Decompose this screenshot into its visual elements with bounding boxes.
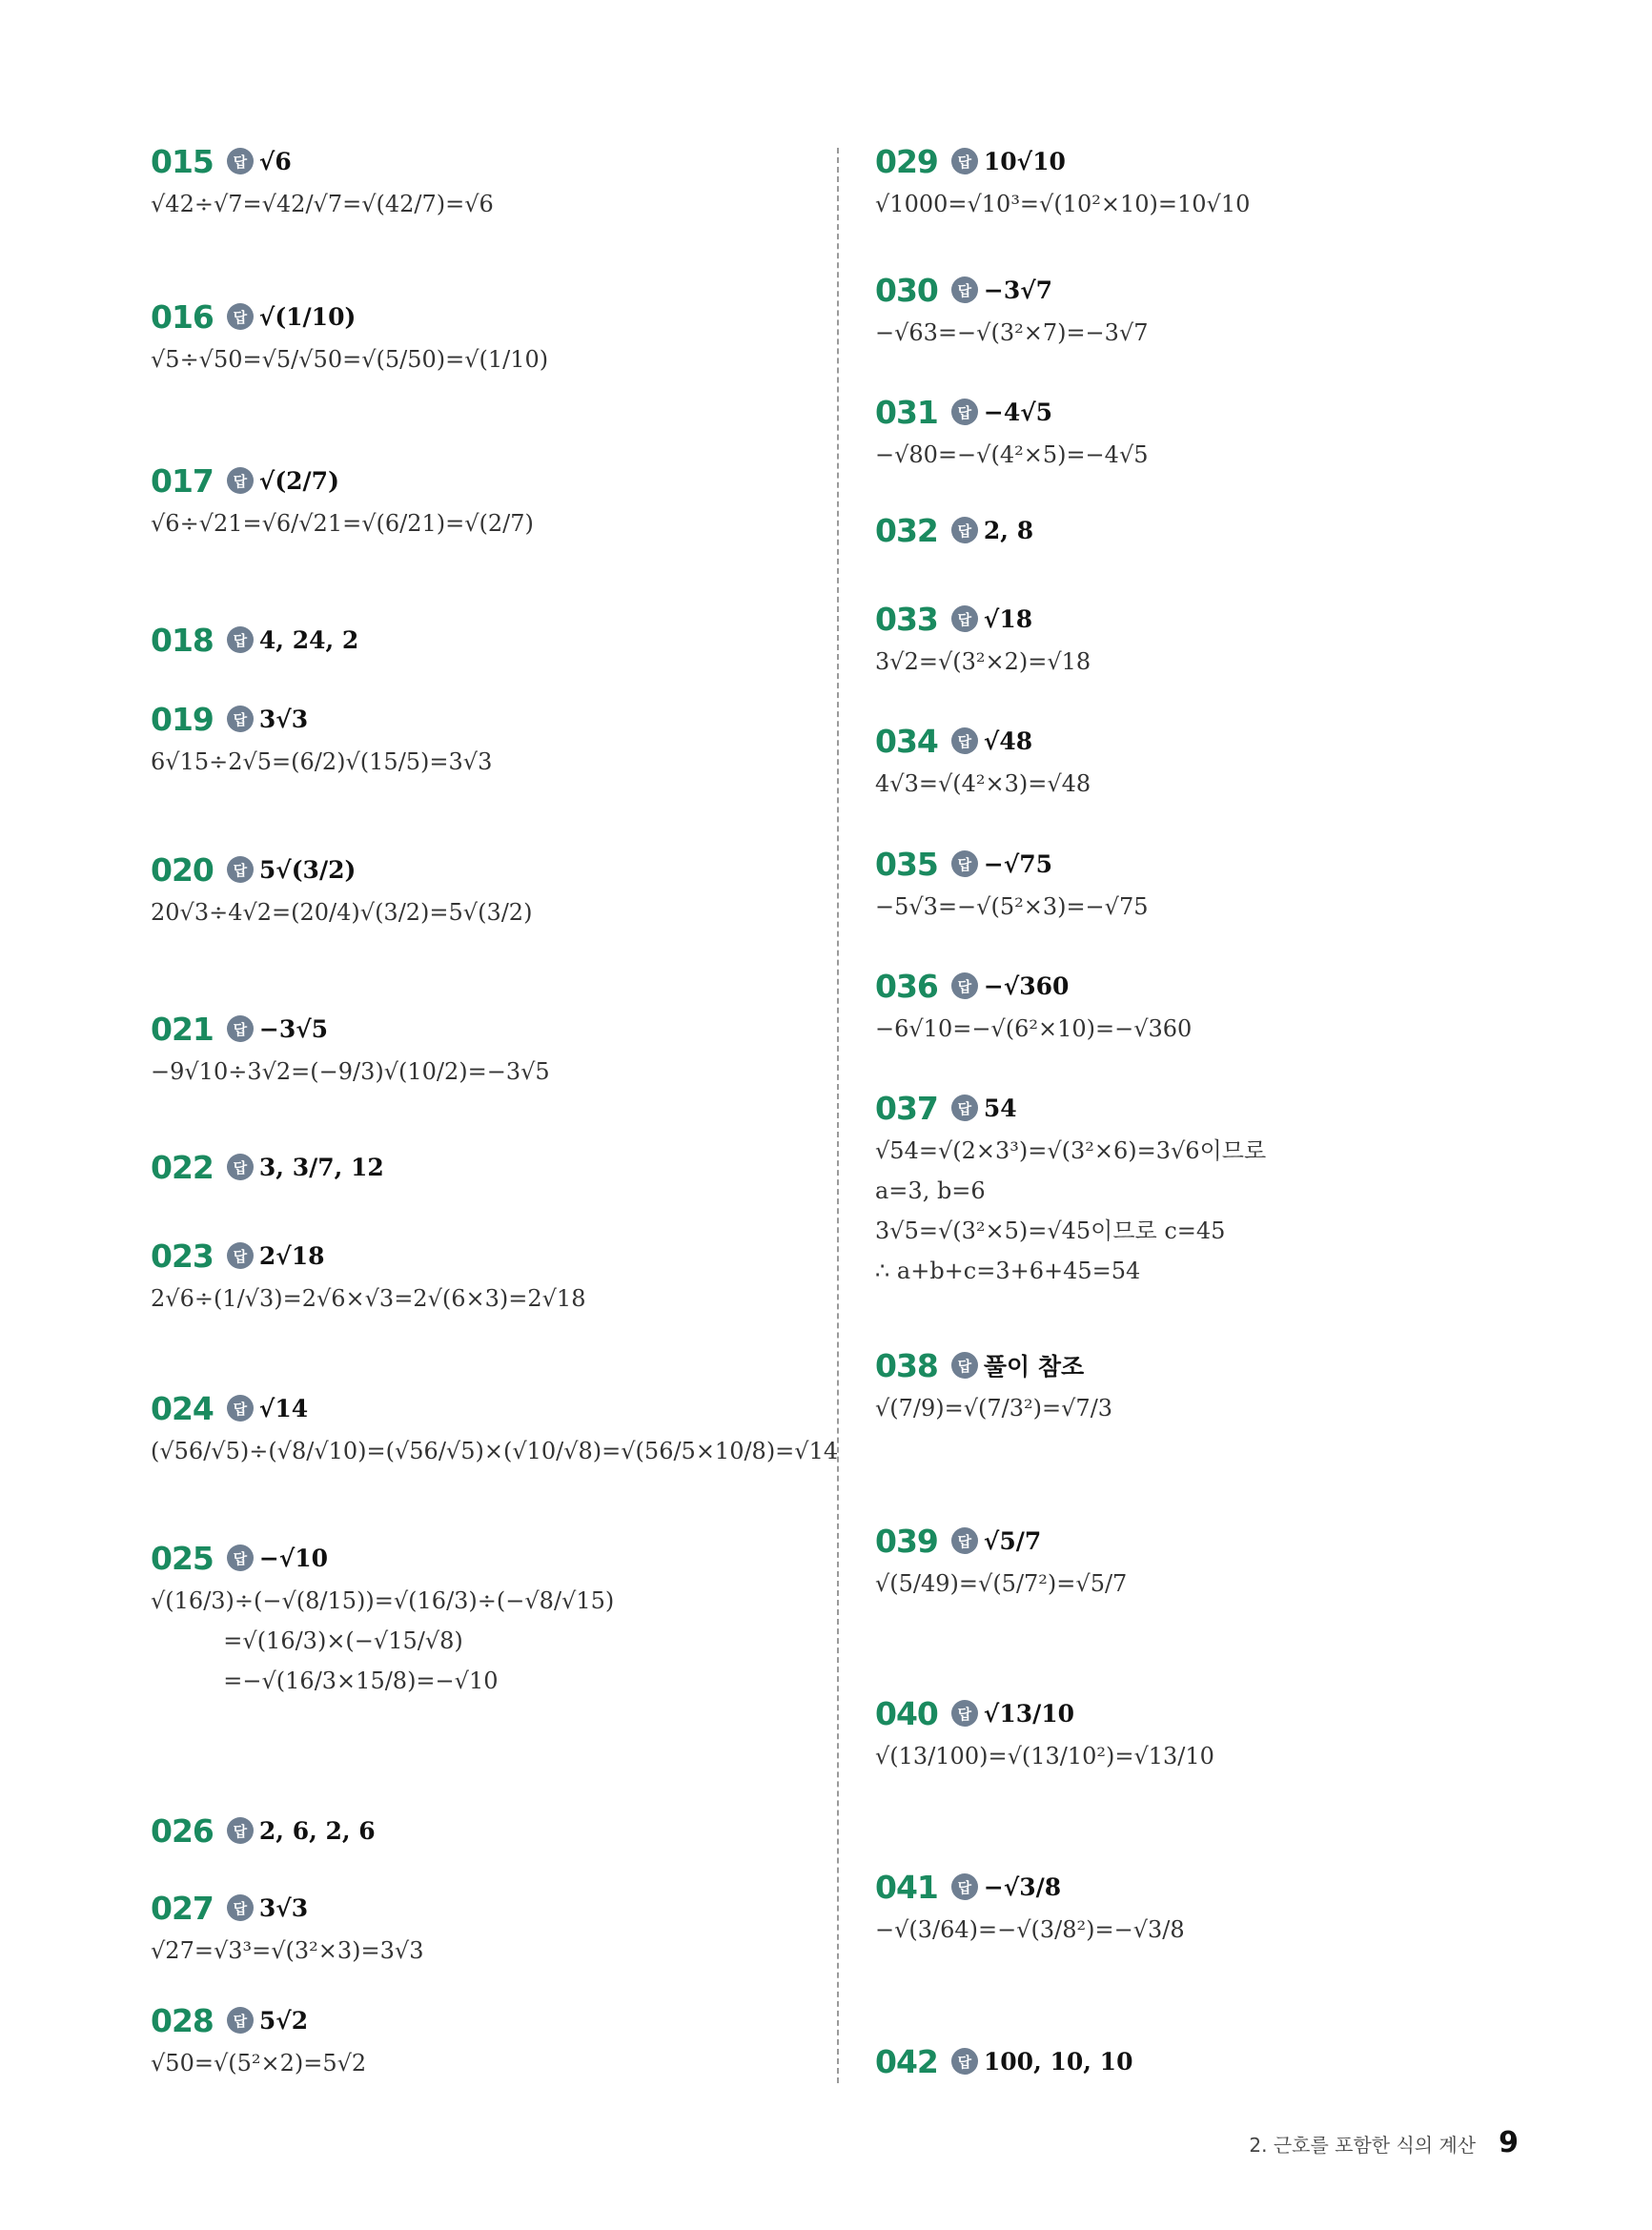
- problem-number: 022: [151, 1148, 214, 1186]
- solution-line: √42÷√7=√42/√7=√(42/7)=√6: [151, 191, 494, 217]
- problem-header: [151, 1535, 614, 1581]
- problem-number: 020: [151, 850, 214, 889]
- answer-badge: 답: [951, 1352, 978, 1379]
- problem-022: [151, 1144, 384, 1190]
- answer-badge: 답: [227, 1395, 254, 1422]
- answer-text: √5/7: [983, 1526, 1042, 1555]
- answer-text: 2√18: [258, 1241, 325, 1270]
- problem-042: [875, 2038, 1132, 2084]
- answer-text: −4√5: [983, 398, 1053, 426]
- answer-badge: 답: [227, 1242, 254, 1269]
- problem-number: 028: [151, 2001, 214, 2039]
- solution-line: √1000=√10³=√(10²×10)=10√10: [875, 191, 1251, 217]
- problem-header: [151, 458, 534, 503]
- answer-text: 4, 24, 2: [258, 625, 359, 654]
- answer-text: √13/10: [983, 1699, 1075, 1728]
- problem-header: [151, 696, 492, 742]
- problem-number: 024: [151, 1389, 214, 1427]
- problem-number: 017: [151, 461, 214, 500]
- answer-badge: 답: [227, 303, 254, 330]
- problem-number: 018: [151, 621, 214, 659]
- problem-038: [875, 1342, 1112, 1428]
- solution-line: 6√15÷2√5=(6/2)√(15/5)=3√3: [151, 748, 493, 775]
- answer-text: −3√5: [258, 1014, 329, 1043]
- solution-line: −6√10=−√(6²×10)=−√360: [875, 1015, 1193, 1042]
- answer-text: −√75: [983, 849, 1053, 878]
- problem-number: 030: [875, 271, 938, 309]
- problem-023: [151, 1233, 585, 1319]
- problem-header: [151, 1885, 423, 1931]
- answer-badge: 답: [951, 1527, 978, 1554]
- solution-line: 3√5=√(3²×5)=√45이므로 c=45: [875, 1217, 1226, 1244]
- problem-header: [151, 1006, 550, 1052]
- answer-text: −3√7: [983, 276, 1053, 304]
- answer-badge: 답: [227, 706, 254, 732]
- answer-badge: 답: [227, 148, 254, 174]
- answer-text: 5√2: [258, 2006, 309, 2035]
- problem-header: [151, 847, 532, 892]
- answer-text: −√360: [983, 972, 1070, 1000]
- solution-line: 2√6÷(1/√3)=2√6×√3=2√(6×3)=2√18: [151, 1285, 586, 1312]
- problem-number: 038: [875, 1346, 938, 1384]
- problem-037: [875, 1085, 1266, 1291]
- problem-033: [875, 596, 1091, 682]
- problem-028: [151, 1997, 366, 2083]
- problem-header: [875, 389, 1149, 435]
- problem-number: 041: [875, 1868, 938, 1906]
- solution-line: √54=√(2×3³)=√(3²×6)=3√6이므로: [875, 1137, 1267, 1164]
- problem-header: [151, 617, 358, 663]
- problem-header: [151, 1233, 585, 1279]
- problem-number: 040: [875, 1694, 938, 1732]
- problem-024: [151, 1385, 838, 1471]
- answer-badge: 답: [951, 276, 978, 303]
- problem-number: 015: [151, 142, 214, 180]
- answer-badge: 답: [227, 467, 254, 494]
- problem-number: 029: [875, 142, 938, 180]
- solution-line: −5√3=−√(5²×3)=−√75: [875, 893, 1149, 920]
- answer-text: √6: [258, 147, 292, 175]
- problem-header: [151, 1144, 384, 1190]
- solution-line: −√80=−√(4²×5)=−4√5: [875, 441, 1149, 468]
- solution-line: =−√(16/3×15/8)=−√10: [151, 1667, 499, 1694]
- problem-number: 042: [875, 2042, 938, 2080]
- problem-header: [875, 1085, 1266, 1131]
- problem-header: [875, 1518, 1127, 1564]
- answer-badge: 답: [227, 856, 254, 883]
- answer-badge: 답: [951, 605, 978, 632]
- problem-header: [875, 596, 1091, 642]
- problem-header: [875, 1864, 1185, 1910]
- page-footer: [1249, 2126, 1519, 2159]
- answer-text: 10√10: [983, 147, 1066, 175]
- problem-header: [151, 294, 548, 339]
- problem-020: [151, 847, 532, 932]
- problem-header: [875, 841, 1149, 887]
- answer-badge: 답: [951, 1700, 978, 1727]
- answer-badge: 답: [951, 1095, 978, 1121]
- answer-badge: 답: [951, 148, 978, 174]
- solution-line: √(7/9)=√(7/3²)=√7/3: [875, 1395, 1113, 1422]
- solution-line: ∴ a+b+c=3+6+45=54: [875, 1258, 1141, 1284]
- answer-text: −√3/8: [983, 1872, 1062, 1901]
- problem-026: [151, 1808, 376, 1853]
- problem-number: 025: [151, 1539, 214, 1577]
- solution-line: √(5/49)=√(5/7²)=√5/7: [875, 1570, 1128, 1597]
- problem-header: [151, 1808, 376, 1853]
- answer-badge: 답: [227, 1154, 254, 1180]
- problem-header: [875, 1690, 1214, 1736]
- answer-badge: 답: [951, 2048, 978, 2075]
- solution-line: √(13/100)=√(13/10²)=√13/10: [875, 1743, 1214, 1770]
- problem-027: [151, 1885, 423, 1971]
- answer-badge: 답: [951, 972, 978, 999]
- problem-016: [151, 294, 548, 379]
- answer-text: 3√3: [258, 705, 309, 733]
- problem-header: [151, 138, 494, 184]
- answer-text: 100, 10, 10: [983, 2047, 1133, 2076]
- problem-number: 027: [151, 1889, 214, 1927]
- answer-badge: 답: [227, 2007, 254, 2034]
- problem-number: 039: [875, 1522, 938, 1560]
- answer-text: 5√(3/2): [258, 855, 357, 884]
- solution-line: (√56/√5)÷(√8/√10)=(√56/√5)×(√10/√8)=√(56/5×10/8)=√14: [151, 1438, 839, 1464]
- solution-line: −√(3/64)=−√(3/8²)=−√3/8: [875, 1916, 1185, 1943]
- problem-header: [875, 2038, 1132, 2084]
- answer-text: 54: [983, 1094, 1017, 1122]
- problem-number: 032: [875, 511, 938, 549]
- answer-text: 2, 6, 2, 6: [258, 1816, 376, 1845]
- problem-number: 033: [875, 600, 938, 638]
- problem-041: [875, 1864, 1185, 1950]
- answer-badge: 답: [951, 517, 978, 543]
- solution-line: √5÷√50=√5/√50=√(5/50)=√(1/10): [151, 346, 549, 373]
- answer-badge: 답: [227, 1015, 254, 1042]
- answer-badge: 답: [227, 1817, 254, 1844]
- chapter-title: 2. 근호를 포함한 식의 계산: [1249, 2134, 1477, 2157]
- answer-text: 2, 8: [983, 516, 1034, 544]
- problem-number: 036: [875, 967, 938, 1005]
- answer-text: √14: [258, 1394, 309, 1422]
- solution-line: 20√3÷4√2=(20/4)√(3/2)=5√(3/2): [151, 899, 533, 926]
- problem-017: [151, 458, 534, 543]
- solution-line: √(16/3)÷(−√(8/15))=√(16/3)÷(−√8/√15): [151, 1587, 615, 1614]
- problem-header: [875, 1342, 1112, 1388]
- page-number: 9: [1499, 2126, 1519, 2159]
- problem-031: [875, 389, 1149, 475]
- answer-text: 3√3: [258, 1893, 309, 1922]
- problem-number: 026: [151, 1811, 214, 1850]
- problem-number: 016: [151, 297, 214, 336]
- answer-text: √(1/10): [258, 302, 357, 331]
- problem-number: 034: [875, 722, 938, 760]
- problem-030: [875, 267, 1149, 353]
- problem-number: 035: [875, 845, 938, 883]
- problem-header: [875, 963, 1192, 1009]
- answer-text: 풀이 참조: [983, 1353, 1085, 1381]
- problem-header: [875, 267, 1149, 313]
- solution-line: √6÷√21=√6/√21=√(6/21)=√(2/7): [151, 510, 534, 537]
- problem-039: [875, 1518, 1127, 1604]
- problem-036: [875, 963, 1192, 1049]
- answer-badge: 답: [951, 1873, 978, 1900]
- answer-text: √18: [983, 604, 1033, 633]
- solution-line: −√63=−√(3²×7)=−3√7: [875, 319, 1149, 346]
- problem-header: [151, 1997, 366, 2043]
- problem-number: 021: [151, 1010, 214, 1048]
- answer-badge: 답: [227, 626, 254, 653]
- column-divider: [837, 148, 839, 2083]
- answer-badge: 답: [227, 1545, 254, 1571]
- problem-number: 031: [875, 393, 938, 431]
- solution-line: √50=√(5²×2)=5√2: [151, 2050, 367, 2077]
- problem-header: [875, 138, 1250, 184]
- problem-032: [875, 507, 1033, 553]
- problem-number: 023: [151, 1237, 214, 1275]
- answer-badge: 답: [227, 1894, 254, 1921]
- problem-021: [151, 1006, 550, 1092]
- problem-029: [875, 138, 1250, 224]
- answer-badge: 답: [951, 399, 978, 425]
- answer-text: √(2/7): [258, 466, 339, 495]
- solution-line: −9√10÷3√2=(−9/3)√(10/2)=−3√5: [151, 1058, 550, 1085]
- problem-header: [875, 718, 1091, 764]
- answer-badge: 답: [951, 727, 978, 754]
- answer-text: 3, 3/7, 12: [258, 1153, 384, 1181]
- problem-number: 037: [875, 1089, 938, 1127]
- answer-text: √48: [983, 726, 1033, 755]
- problem-018: [151, 617, 358, 663]
- answer-badge: 답: [951, 850, 978, 877]
- problem-019: [151, 696, 492, 782]
- problem-034: [875, 718, 1091, 804]
- problem-040: [875, 1690, 1214, 1776]
- solution-line: √27=√3³=√(3²×3)=3√3: [151, 1937, 424, 1964]
- problem-header: [875, 507, 1033, 553]
- solution-line: 4√3=√(4²×3)=√48: [875, 770, 1091, 797]
- problem-015: [151, 138, 494, 224]
- solution-line: =√(16/3)×(−√15/√8): [151, 1627, 463, 1654]
- solution-line: a=3, b=6: [875, 1177, 986, 1204]
- answer-text: −√10: [258, 1544, 329, 1572]
- problem-header: [151, 1385, 838, 1431]
- problem-number: 019: [151, 700, 214, 738]
- problem-035: [875, 841, 1149, 927]
- solution-line: 3√2=√(3²×2)=√18: [875, 648, 1091, 675]
- problem-025: [151, 1535, 614, 1701]
